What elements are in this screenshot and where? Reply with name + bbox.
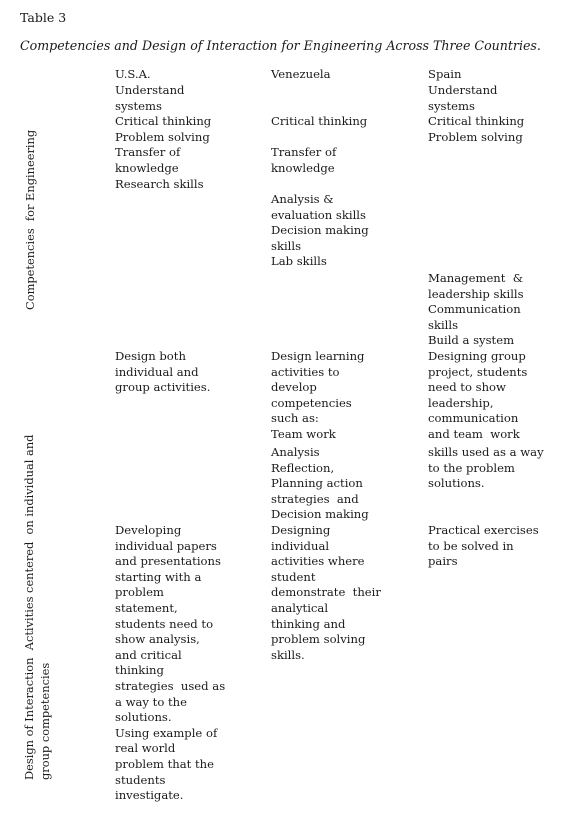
- cell-competencies-spain-2: Management & leadership skills Communication skills Build a system: [428, 271, 524, 348]
- cell-design-spain-3: Practical exercises to be solved in pairs: [428, 523, 539, 569]
- cell-competencies-venezuela-2: Transfer of knowledge: [271, 145, 337, 175]
- table-label: Table 3: [20, 10, 67, 25]
- cell-design-venezuela-2: Analysis Reflection, Planning action strategies and Decision making Designing individual activities where student demonstrate their analytical thinking and problem solving skills.: [271, 445, 381, 662]
- cell-design-spain-1: Designing group project, students need to show leadership, communication and team work: [428, 349, 528, 441]
- cell-design-usa-1: Design both individual and group activities.: [115, 349, 211, 395]
- table-caption: Competencies and Design of Interaction for Engineering Across Three Countries.: [20, 38, 541, 53]
- cell-competencies-venezuela-3: Analysis & evaluation skills Decision making skills Lab skills: [271, 192, 369, 269]
- row-label-competencies: Competencies for Engineering: [23, 129, 37, 310]
- cell-competencies-spain-1: Understand systems Critical thinking Problem solving: [428, 83, 525, 144]
- cell-competencies-usa: Understand systems Critical thinking Problem solving Transfer of knowledge Research skills: [115, 83, 212, 191]
- column-header-spain: Spain: [428, 67, 462, 81]
- cell-design-usa-2: Developing individual papers and presentations starting with a problem statement, students need to show analysis, and critical thinking strategies used as a way to the solutions. Using example of real world problem that the students investigate.: [115, 523, 226, 803]
- cell-competencies-venezuela-1: Critical thinking: [271, 114, 368, 128]
- column-header-venezuela: Venezuela: [271, 67, 331, 81]
- column-header-usa: U.S.A.: [115, 67, 151, 81]
- row-label-design: Design of Interaction Activities centered on individual and group competencies: [22, 434, 52, 780]
- cell-design-venezuela-1: Design learning activities to develop competencies such as: Team work: [271, 349, 365, 441]
- cell-design-spain-2: skills used as a way to the problem solutions.: [428, 445, 544, 491]
